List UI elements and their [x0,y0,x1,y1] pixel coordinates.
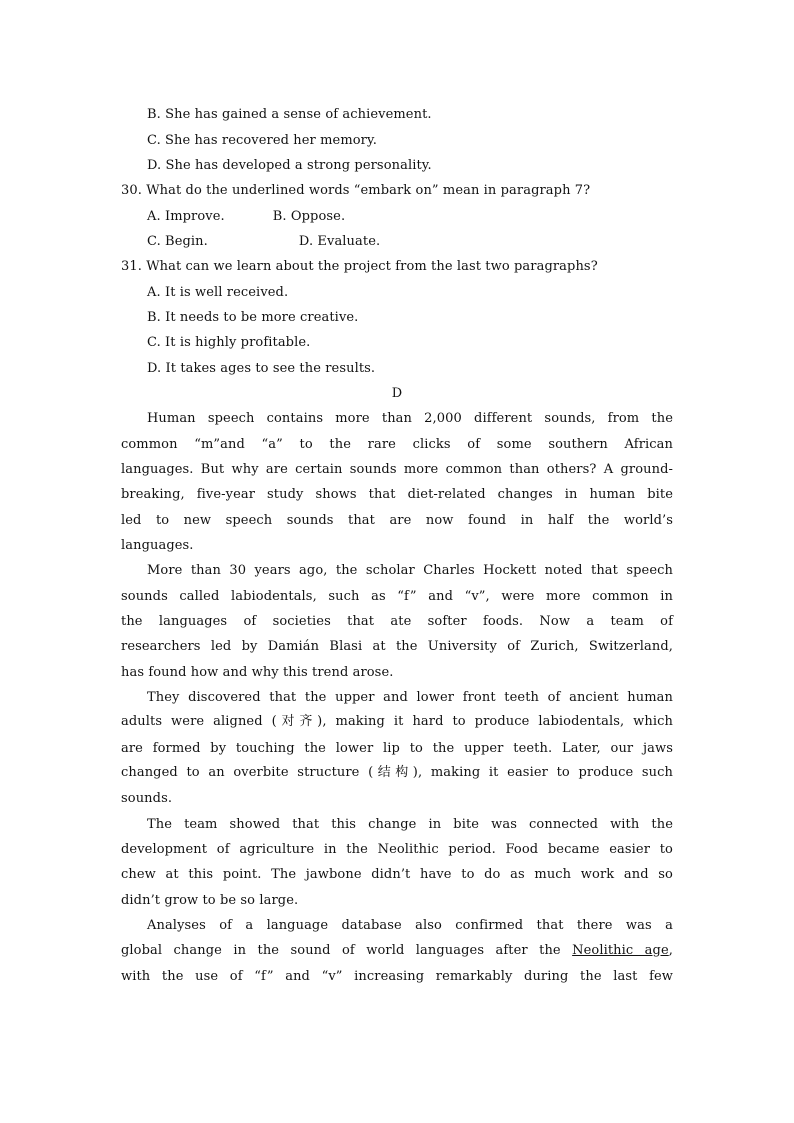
q31-option-a: A. It is well received. [147,285,289,300]
q31-stem: 31. What can we learn about the project from the last two paragraphs? [121,259,598,274]
passage-p4-line-4: didn’t grow to be so large. [121,893,299,908]
q30-options-row-1 [147,209,673,225]
q30-option-d: D. Evaluate. [298,234,381,249]
passage-p4-line-3: chew at this point. The jawbone didn’t have to do as much work and so [121,867,673,882]
q29-option-d: D. She has developed a strong personality. [147,158,432,173]
passage-p3-line-4: changed to an overbite structure (结构), making it easier to produce such [121,765,673,780]
passage-p2-line-5: has found how and why this trend arose. [121,665,394,680]
passage-p2-line-2: sounds called labiodentals, such as “f” and “v”, were more common in [121,589,673,604]
q30-option-c: C. Begin. [147,234,208,249]
passage-p1-line-3: languages. But why are certain sounds more common than others? A ground- [121,462,673,477]
passage-p4-line-1: The team showed that this change in bite was connected with the [147,817,673,832]
passage-p2-line-4: researchers led by Damián Blasi at the University of Zurich, Switzerland, [121,639,673,654]
passage-p4-line-2: development of agriculture in the Neolithic period. Food became easier to [121,842,673,857]
q29-option-b: B. She has gained a sense of achievement. [147,107,432,122]
q30-option-b: B. Oppose. [272,209,346,224]
passage-p1-line-1: Human speech contains more than 2,000 different sounds, from the [147,411,673,426]
underlined-term-neolithic-age: Neolithic age [572,943,669,958]
passage-p5-line-3: with the use of “f” and “v” increasing remarkably during the last few [121,969,673,984]
passage-p2-line-3: the languages of societies that ate softer foods. Now a team of [121,614,673,629]
q31-option-d: D. It takes ages to see the results. [147,361,376,376]
q30-stem: 30. What do the underlined words “embark on” mean in paragraph 7? [121,183,591,198]
passage-p1-line-6: languages. [121,538,194,553]
passage-p2-line-1: More than 30 years ago, the scholar Charles Hockett noted that speech [147,563,673,578]
passage-p5-line-2 [121,943,673,959]
q31-option-b: B. It needs to be more creative. [147,310,359,325]
q30-option-a: A. Improve. [147,209,225,224]
passage-p1-line-2: common “m”and “a” to the rare clicks of some southern African [121,437,673,452]
passage-p3-line-1: They discovered that the upper and lower front teeth of ancient human [147,690,673,705]
q30-options-row-2 [147,234,673,250]
passage-p3-line-2: adults were aligned (对齐), making it hard to produce labiodentals, which [121,714,673,729]
passage-p1-line-4: breaking, five-year study shows that diet-related changes in human bite [121,487,673,502]
passage-p3-line-5: sounds. [121,791,173,806]
passage-p5-line-2-comma: , [668,943,673,958]
q31-option-c: C. It is highly profitable. [147,335,311,350]
section-label: D [391,386,403,401]
passage-p3-line-3: are formed by touching the lower lip to the upper teeth. Later, our jaws [121,741,673,756]
passage-p1-line-5: led to new speech sounds that are now found in half the world’s [121,513,673,528]
passage-p5-line-2-text: global change in the sound of world languages after the [121,943,573,958]
q29-option-c: C. She has recovered her memory. [147,133,377,148]
passage-p5-line-1: Analyses of a language database also confirmed that there was a [147,918,673,933]
